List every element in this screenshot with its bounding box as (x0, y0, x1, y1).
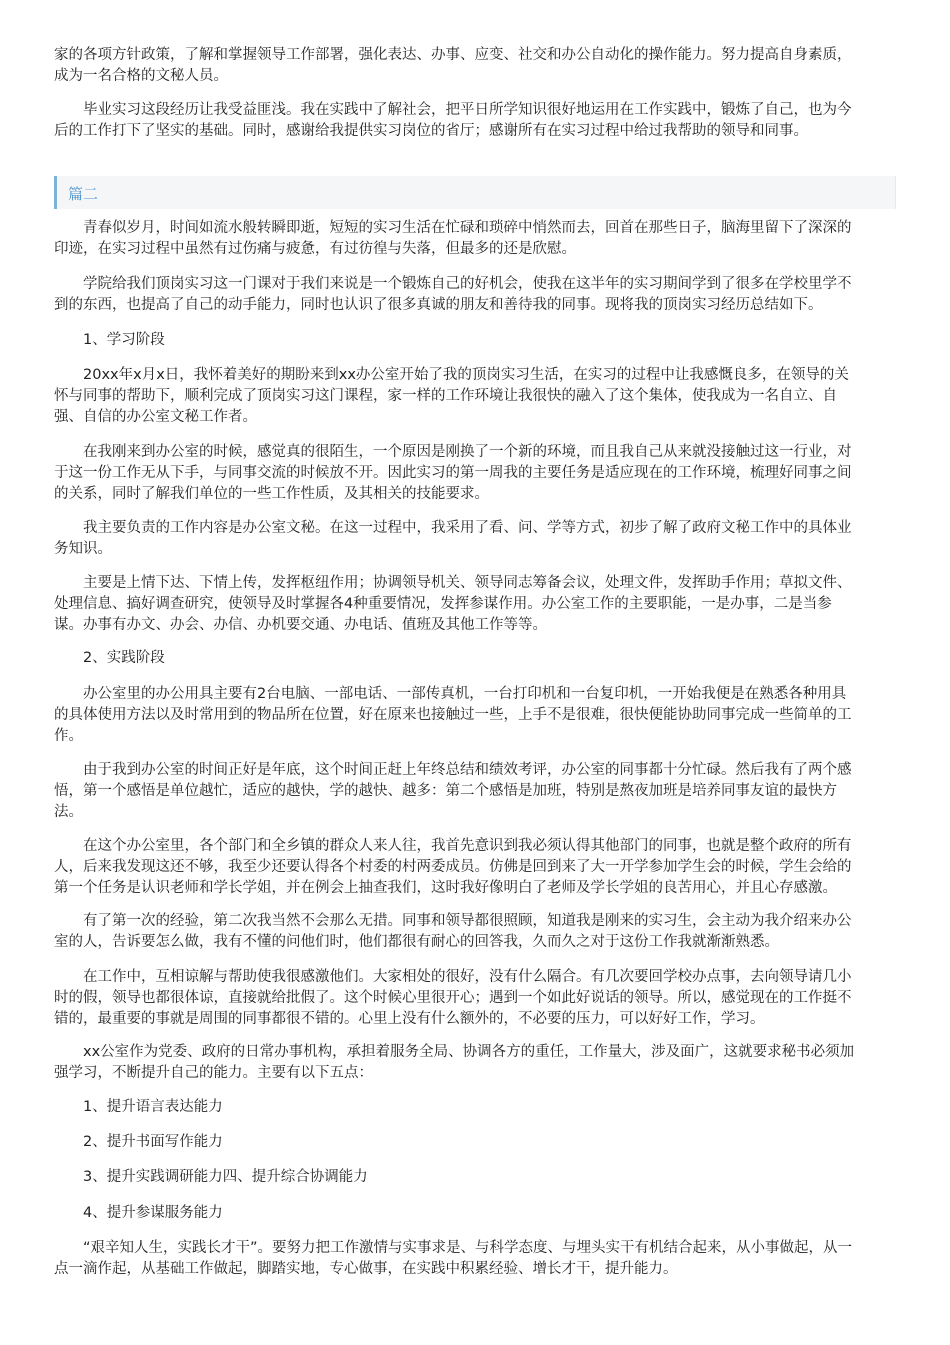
paragraph (54, 365, 904, 428)
text-line: 在这个办公室里，各个部门和全乡镇的群众人来人往，我首先意识到我必须认得其他部门的同事，也就是整个政府的所有 (54, 838, 852, 854)
text-line: 怀与同事的帮助下，顺利完成了顶岗实习这门课程，家一样的工作环境让我很快的融入了这个集体，使我成为一名自立、自 (54, 388, 837, 404)
text-line: 强学习，不断提升自己的能力。主要有以下五点： (54, 1065, 373, 1081)
text-line: 3、提升实践调研能力四、提升综合协调能力 (54, 1169, 368, 1185)
text-line: 2、提升书面写作能力 (54, 1134, 223, 1150)
text-line: 的具体使用方法以及时常用到的物品所在位置，好在原来也接触过一些，上手不是很难，很快便能协助同事完成一些简单的工 (54, 707, 852, 723)
text-line: 印迹，在实习过程中虽然有过伤痛与疲惫，有过彷徨与失落，但最多的还是欣慰。 (54, 241, 576, 257)
intro-paragraph-1 (54, 45, 904, 87)
text-line: 时的假，领导也都很体谅，直接就给批假了。这个时候心里很开心；遇到一个如此好说话的领导。所以，感觉现在的工作挺不 (54, 990, 852, 1006)
text-line: 1、提升语言表达能力 (54, 1099, 223, 1115)
text-line: 由于我到办公室的时间正好是年底，这个时间正赶上年终总结和绩效考评，办公室的同事都十分忙碌。然后我有了两个感 (54, 762, 852, 778)
paragraph (54, 911, 904, 953)
text-line: 我主要负责的工作内容是办公室文秘。在这一过程中，我采用了看、问、学等方式，初步了解了政府文秘工作中的具体业 (54, 520, 852, 536)
paragraph (54, 1132, 904, 1153)
text-line: 强、自信的办公室文秘工作者。 (54, 409, 257, 425)
text-line: 在工作中，互相谅解与帮助使我很感激他们。大家相处的很好，没有什么隔合。有几次要回学校办点事，去向领导请几小 (54, 969, 852, 985)
text-line: 主要是上情下达、下情上传，发挥枢纽作用；协调领导机关、领导同志筹备会议，处理文件，发挥助手作用；草拟文件、 (54, 575, 852, 591)
text-line: 点一滴作起，从基础工作做起，脚踏实地，专心做事，在实践中积累经验、增长才干，提升能力。 (54, 1261, 678, 1277)
text-line: 在我刚来到办公室的时候，感觉真的很陌生，一个原因是刚换了一个新的环境，而且我自己从来就没接触过这一行业，对 (54, 444, 852, 460)
paragraph (54, 1097, 904, 1118)
intro-paragraph-2 (54, 100, 904, 142)
paragraph (54, 836, 904, 899)
text-line: xx公室作为党委、政府的日常办事机构，承担着服务全局、协调各方的重任，工作量大，涉及面广，这就要求秘书必须加 (54, 1044, 855, 1060)
paragraph (54, 218, 904, 260)
text-line: 悟，第一个感悟是单位越忙，适应的越快，学的越快、越多：第二个感悟是加班，特别是熬夜加班是培养同事友谊的最快方 (54, 783, 837, 799)
text-line: 错的，最重要的事就是周围的同事都很不错的。心里上没有什么额外的，不必要的压力，可以好好工作，学习。 (54, 1011, 765, 1027)
section-title: 篇二 (68, 185, 99, 203)
text-line: 到的东西，也提高了自己的动手能力，同时也认识了很多真诚的朋友和善待我的同事。现将我的顶岗实习经历总结如下。 (54, 297, 823, 313)
paragraph (54, 1238, 904, 1280)
section-header (54, 176, 896, 209)
text-line: 成为一名合格的文秘人员。 (54, 68, 228, 84)
text-line: 处理信息、搞好调查研究，使领导及时掌握各4种重要情况，发挥参谋作用。办公室工作的主要职能，一是办事，二是当参 (54, 596, 832, 612)
paragraph (54, 1203, 904, 1224)
paragraph (54, 573, 904, 636)
text-line: 4、提升参谋服务能力 (54, 1205, 223, 1221)
paragraph (54, 1042, 904, 1084)
paragraph (54, 760, 904, 823)
paragraph (54, 1167, 904, 1188)
text-line: 法。 (54, 804, 83, 820)
text-line: 谋。办事有办文、办会、办信、办机要交通、办电话、值班及其他工作等等。 (54, 617, 547, 633)
text-line: 学院给我们顶岗实习这一门课对于我们来说是一个锻炼自己的好机会，使我在这半年的实习期间学到了很多在学校里学不 (54, 276, 852, 292)
text-line: 作。 (54, 728, 83, 744)
paragraph (54, 442, 904, 505)
text-line: 2、实践阶段 (54, 650, 165, 666)
text-line: 于这一份工作无从下手，与同事交流的时候放不开。因此实习的第一周我的主要任务是适应现在的工作环境，梳理好同事之间 (54, 465, 852, 481)
text-line: 青春似岁月，时间如流水般转瞬即逝，短短的实习生活在忙碌和琐碎中悄然而去，回首在那些日子，脑海里留下了深深的 (54, 220, 852, 236)
text-line: 后的工作打下了坚实的基础。同时，感谢给我提供实习岗位的省厅；感谢所有在实习过程中给过我帮助的领导和同事。 (54, 123, 808, 139)
text-line: 人，后来我发现这还不够，我至少还要认得各个村委的村两委成员。仿佛是回到来了大一开学参加学生会的时候，学生会给的 (54, 859, 852, 875)
text-line: 的关系，同时了解我们单位的一些工作性质，及其相关的技能要求。 (54, 486, 489, 502)
paragraph (54, 274, 904, 316)
text-line: “艰辛知人生，实践长才干”。要努力把工作激情与实事求是、与科学态度、与埋头实干有机结合起来，从小事做起，从一 (54, 1240, 853, 1256)
paragraph (54, 518, 904, 560)
text-line: 务知识。 (54, 541, 112, 557)
paragraph (54, 648, 904, 669)
text-line: 第一个任务是认识老师和学长学姐，并在例会上抽查我们，这时我好像明白了老师及学长学姐的良苦用心，并且心存感激。 (54, 880, 837, 896)
paragraph (54, 684, 904, 747)
text-line: 毕业实习这段经历让我受益匪浅。我在实践中了解社会，把平日所学知识很好地运用在工作实践中，锻炼了自己，也为今 (54, 102, 852, 118)
paragraph (54, 967, 904, 1030)
text-line: 室的人，告诉要怎么做，我有不懂的问他们时，他们都很有耐心的回答我，久而久之对于这份工作我就渐渐熟悉。 (54, 934, 779, 950)
text-line: 1、学习阶段 (54, 332, 165, 348)
text-line: 有了第一次的经验，第二次我当然不会那么无措。同事和领导都很照顾，知道我是刚来的实习生，会主动为我介绍来办公 (54, 913, 852, 929)
text-line: 20xx年x月x日，我怀着美好的期盼来到xx办公室开始了我的顶岗实习生活，在实习的过程中让我感慨良多，在领导的关 (54, 367, 849, 383)
paragraph (54, 330, 904, 351)
text-line: 办公室里的办公用具主要有2台电脑、一部电话、一部传真机，一台打印机和一台复印机，一开始我便是在熟悉各种用具 (54, 686, 847, 702)
text-line: 家的各项方针政策，了解和掌握领导工作部署，强化表达、办事、应变、社交和办公自动化的操作能力。努力提高自身素质， (54, 47, 852, 63)
